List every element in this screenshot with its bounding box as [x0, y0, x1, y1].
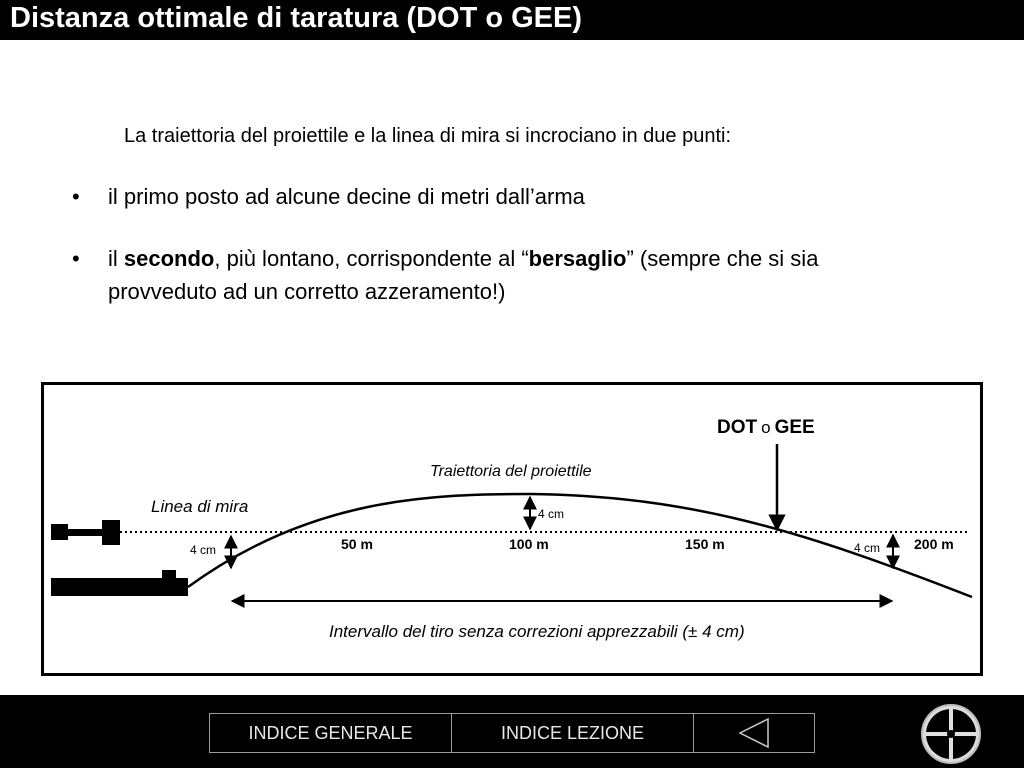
bullet-symbol: • [72, 246, 80, 271]
trajectory-svg [41, 382, 983, 676]
crosshair-icon[interactable] [920, 703, 982, 765]
back-triangle-icon [737, 716, 771, 750]
offset-label-left: 4 cm [190, 543, 217, 557]
distance-150m: 150 m [685, 536, 725, 552]
interval-label: Intervallo del tiro senza correzioni apprezzabili (± 4 cm) [329, 622, 745, 641]
offset-label-middle: 4 cm [538, 507, 565, 521]
back-button[interactable] [693, 713, 815, 753]
title-bar [0, 0, 1024, 40]
bullet-text-part: ” (sempre che si sia [626, 246, 819, 271]
offset-label-right: 4 cm [854, 541, 881, 555]
trajectory-diagram [41, 382, 983, 676]
bullet-text-part: , più lontano, corrispondente al “ [214, 246, 529, 271]
trajectory-label: Traiettoria del proiettile [430, 463, 592, 480]
bullet-text-part: il [108, 246, 124, 271]
bullet-bold-secondo: secondo [123, 246, 215, 271]
bullet-text [108, 242, 818, 308]
sight-line-label: Linea di mira [151, 497, 249, 516]
rifle-shape [51, 570, 188, 596]
scope-shape [51, 520, 120, 545]
distance-100m: 100 m [509, 536, 549, 552]
distance-50m: 50 m [341, 536, 373, 552]
general-index-button[interactable]: INDICE GENERALE [209, 713, 452, 753]
bullet-text: il primo posto ad alcune decine di metri dall’arma [108, 184, 585, 209]
lesson-index-button[interactable]: INDICE LEZIONE [451, 713, 694, 753]
bullet-text-line2: provveduto ad un corretto azzeramento!) [108, 279, 506, 304]
slide-title: Distanza ottimale di taratura (DOT o GEE) [10, 2, 583, 34]
bullet-bold-bersaglio: bersaglio [528, 246, 627, 271]
intro-text: La traiettoria del proiettile e la linea di mira si incrociano in due punti: [124, 125, 732, 147]
dot-label: DOT o GEE [717, 417, 815, 438]
bullet-symbol: • [72, 184, 80, 209]
distance-200m: 200 m [914, 536, 954, 552]
